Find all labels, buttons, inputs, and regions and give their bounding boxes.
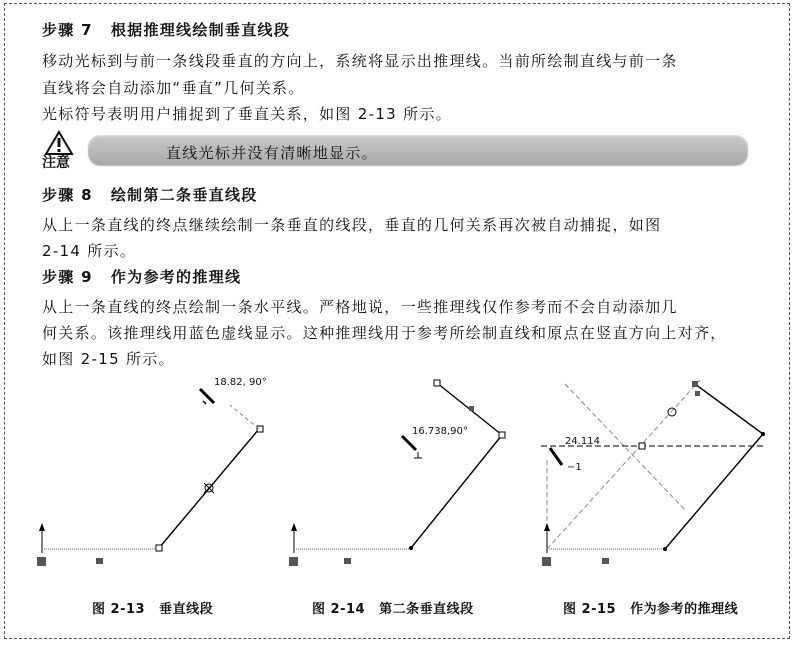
y-axis-arrowhead [291, 523, 297, 531]
endpoint-marker [156, 545, 162, 551]
figure-2-13-number: 图 2-13 [92, 602, 146, 617]
first-perpendicular-segment [665, 434, 763, 549]
endpoint-marker [499, 432, 505, 438]
pencil-cursor-icon [200, 387, 216, 404]
step7-label: 步骤 7 [42, 21, 93, 39]
step8-heading [42, 185, 258, 205]
step8-label: 步骤 8 [42, 186, 93, 204]
step9-paragraph-line-3: 如图 2-15 所示。 [42, 350, 175, 368]
inference-point-marker [639, 443, 645, 449]
y-axis-arrowhead [39, 523, 45, 531]
figure-2-15-sketch [535, 370, 780, 580]
figure-2-14-number: 图 2-14 [312, 602, 366, 617]
step7-title: 根据推理线绘制垂直线段 [110, 21, 291, 39]
vertex-point [409, 546, 413, 550]
figure-2-13-title: 垂直线段 [159, 602, 214, 617]
figure-2-14-dimension: 16.738,90° [412, 426, 468, 437]
pencil-cursor-icon [402, 434, 422, 458]
step9-title: 作为参考的推理线 [110, 268, 242, 286]
figure-2-14-caption [312, 598, 474, 617]
midpoint-marker [668, 408, 676, 416]
figure-2-13-caption [92, 598, 213, 617]
figure-2-13-sketch [30, 365, 270, 575]
figure-2-15-title: 作为参考的推理线 [630, 602, 739, 617]
step7-paragraph-2: 光标符号表明用户捕捉到了垂直关系，如图 2-13 所示。 [42, 105, 452, 123]
vertex-point [761, 432, 765, 436]
step7-paragraph-line-1: 移动光标到与前一条线段垂直的方向上，系统将显示出推理线。当前所绘制直线与前一条 [42, 52, 678, 70]
step8-paragraph-line-2: 2-14 所示。 [42, 242, 137, 260]
endpoint-marker [257, 426, 263, 432]
diagonal-inference-line [565, 384, 685, 510]
horizontal-relation-icon [96, 558, 103, 564]
second-perpendicular-segment [695, 384, 763, 434]
step9-paragraph-line-2: 何关系。该推理线用蓝色虚线显示。这种推理线用于参考所绘制直线和原点在竖直方向上对齐， [42, 324, 727, 342]
endpoint-marker [434, 380, 440, 386]
step7-heading [42, 20, 290, 40]
vertex-point [663, 547, 667, 551]
figure-2-14-title: 第二条垂直线段 [379, 602, 474, 617]
step8-title: 绘制第二条垂直线段 [110, 186, 258, 204]
first-perpendicular-segment [411, 435, 502, 548]
y-axis-arrowhead [544, 523, 550, 531]
note-text: 直线光标并没有清晰地显示。 [166, 144, 378, 162]
figure-2-15-caption [563, 598, 738, 617]
origin-icon [542, 557, 551, 566]
figure-2-15-number: 图 2-15 [563, 602, 617, 617]
perpendicular-relation-icon [695, 391, 700, 396]
endpoint-marker [692, 381, 698, 387]
step7-paragraph-line-2: 直线将会自动添加“垂直”几何关系。 [42, 79, 305, 97]
step9-paragraph-line-1: 从上一条直线的终点绘制一条水平线。严格地说，一些推理线仅作参考而不会自动添加几 [42, 298, 678, 316]
horizontal-relation-icon [344, 558, 351, 564]
figure-2-15-cursor-tag: −1 [567, 462, 582, 473]
figure-2-13-dimension: 18.82, 90° [214, 377, 267, 388]
figure-2-14-sketch [282, 370, 522, 580]
horizontal-relation-icon [602, 558, 609, 564]
note-label: 注意 [42, 155, 70, 171]
perpendicular-relation-icon [469, 406, 474, 411]
figure-2-15-dimension: 24.114 [565, 436, 600, 447]
origin-icon [37, 557, 46, 566]
step9-label: 步骤 9 [42, 268, 93, 286]
inference-line [230, 405, 259, 429]
step8-paragraph-line-1: 从上一条直线的终点继续绘制一条垂直的线段，垂直的几何关系再次被自动捕捉，如图 [42, 216, 662, 234]
pencil-cursor-icon [550, 447, 564, 465]
step9-heading [42, 267, 241, 287]
origin-icon [289, 557, 298, 566]
